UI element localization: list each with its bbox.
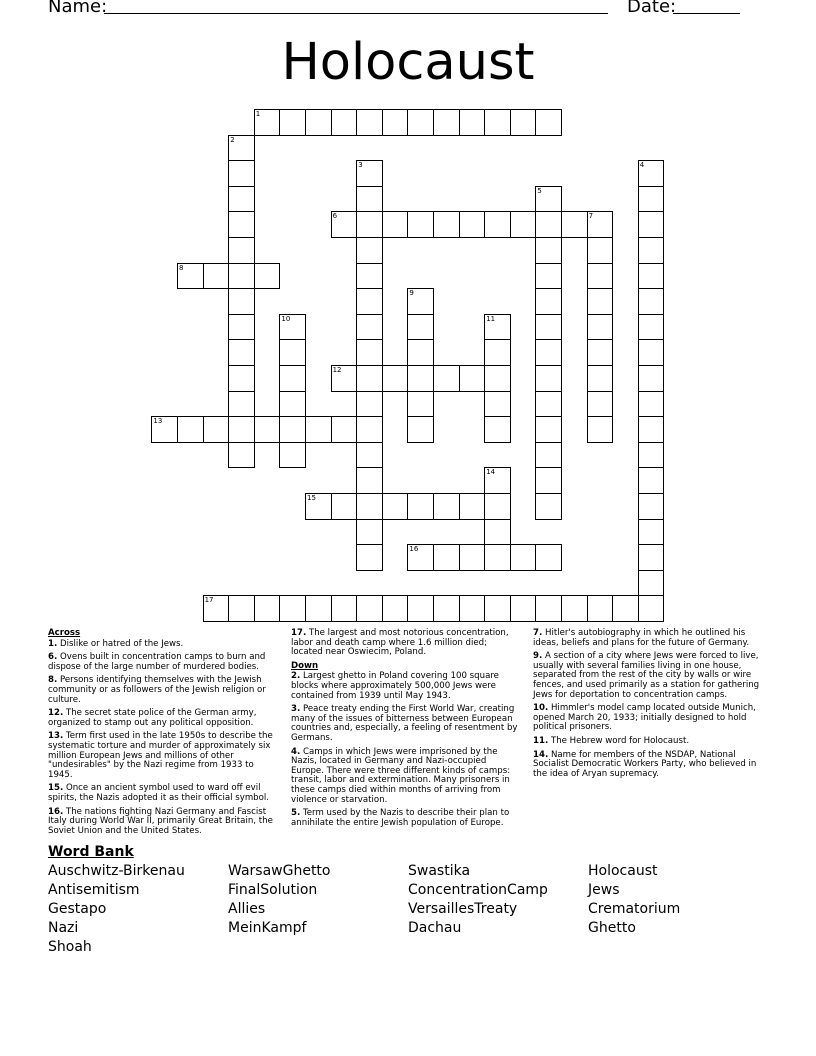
grid-cell[interactable] (228, 211, 255, 238)
name-date-header (48, 0, 768, 22)
grid-cell[interactable] (331, 109, 358, 136)
grid-cell[interactable] (484, 519, 511, 546)
word-bank-title: Word Bank (48, 844, 134, 860)
grid-cell[interactable] (279, 314, 306, 341)
clue-item (533, 652, 763, 700)
grid-cell[interactable] (382, 493, 409, 520)
grid-cell[interactable] (356, 493, 383, 520)
grid-cell[interactable] (228, 595, 255, 622)
grid-cell[interactable] (638, 544, 665, 571)
clues-column-3 (533, 629, 763, 783)
grid-cell[interactable] (638, 211, 665, 238)
clue-number: 1. (48, 638, 58, 649)
grid-cell[interactable] (331, 211, 358, 238)
clue-number: 3. (291, 704, 301, 715)
grid-cell[interactable] (433, 544, 460, 571)
clue-item (291, 748, 521, 806)
grid-cell[interactable] (484, 211, 511, 238)
grid-cell[interactable] (407, 365, 434, 392)
clue-text: The nations fighting Nazi Germany and Fascist Italy during World War II, primarily Great Britain, the Soviet Union and the United States. (48, 806, 273, 836)
grid-cell[interactable] (612, 595, 639, 622)
clue-number: 15 (307, 494, 316, 502)
clue-number: 6. (48, 652, 58, 663)
clue-text: The largest and most notorious concentration, labor and death camp where 1.6 million died; located near Oswiecim, Poland. (291, 628, 509, 658)
clue-number: 1 (255, 110, 261, 118)
grid-cell[interactable] (407, 416, 434, 443)
grid-cell[interactable] (228, 365, 255, 392)
word-bank-item: Swastika (408, 863, 471, 879)
clue-text: Persons identifying themselves with the Jewish community or as followers of the Jewish religion or culture. (48, 675, 266, 705)
clue-item (48, 709, 278, 728)
clue-number: 4. (291, 746, 301, 757)
grid-cell[interactable] (228, 186, 255, 213)
grid-cell[interactable] (407, 339, 434, 366)
clue-text: Camps in which Jews were imprisoned by the Nazis, located in Germany and Nazi-occupied Europe. There were three different kinds of camps: transit, labor and extermination. Many prisoners in these camps died within months of arriving from violence or starvation. (291, 746, 511, 805)
grid-cell[interactable] (356, 288, 383, 315)
word-bank-item: Antisemitism (48, 882, 140, 898)
clue-number: 10. (533, 703, 549, 714)
clue-number: 9 (409, 289, 414, 298)
grid-cell[interactable] (535, 237, 562, 264)
date-field-line[interactable] (673, 13, 740, 14)
grid-cell[interactable] (535, 288, 562, 315)
clue-text: Once an ancient symbol used to ward off evil spirits, the Nazis adopted it as their official symbol. (48, 783, 270, 803)
clue-text: Name for members of the NSDAP, National Socialist Democratic Workers Party, who believed in the idea of Aryan supremacy. (533, 749, 757, 779)
grid-cell[interactable] (407, 314, 434, 341)
grid-cell[interactable] (356, 211, 383, 238)
word-bank-item: Jews (588, 882, 620, 898)
grid-cell[interactable] (228, 442, 255, 469)
grid-cell[interactable] (331, 493, 358, 520)
grid-cell[interactable] (535, 467, 562, 494)
grid-cell[interactable] (484, 109, 511, 136)
clue-item (48, 732, 278, 780)
clue-number: 17. (291, 628, 307, 638)
name-field-line[interactable] (104, 13, 608, 14)
grid-cell[interactable] (228, 135, 255, 162)
clue-text: A section of a city where Jews were forced to live, usually with several families living in one house, separated from the rest of the city by walls or wire fences, and used primarily as a station for gathering Jews for deportation to concentration camps. (533, 651, 760, 700)
grid-cell[interactable] (331, 365, 358, 392)
clue-text: Term used by the Nazis to describe their plan to annihilate the entire Jewish population of Europe. (291, 808, 510, 828)
grid-cell[interactable] (638, 186, 665, 213)
clue-text: Dislike or hatred of the Jews. (57, 638, 184, 649)
grid-cell[interactable] (484, 493, 511, 520)
puzzle-title: Holocaust (281, 33, 535, 92)
grid-cell[interactable] (638, 314, 665, 341)
clue-text: Peace treaty ending the First World War, creating many of the issues of bitterness between European countries and, especially, a feeling of resentment by Germans. (291, 704, 518, 743)
clue-text: Largest ghetto in Poland covering 100 square blocks where approximately 500,000 Jews were contained from 1939 until May 1943. (291, 671, 499, 701)
clue-number: 2. (291, 671, 301, 682)
word-bank-item: Shoah (48, 939, 92, 955)
clue-item (291, 672, 521, 701)
grid-cell[interactable] (535, 442, 562, 469)
clue-number: 12 (332, 366, 342, 374)
clue-number: 7 (588, 212, 594, 221)
grid-cell[interactable] (228, 263, 255, 290)
grid-cell[interactable] (382, 109, 409, 136)
grid-cell[interactable] (407, 391, 434, 418)
grid-cell[interactable] (356, 519, 383, 546)
grid-cell[interactable] (356, 314, 383, 341)
grid-cell[interactable] (382, 211, 409, 238)
clue-item (291, 809, 521, 828)
word-bank-item: FinalSolution (228, 882, 318, 898)
grid-cell[interactable] (305, 416, 332, 443)
grid-cell[interactable] (638, 595, 665, 622)
grid-cell[interactable] (433, 211, 460, 238)
word-bank-item: Crematorium (588, 901, 681, 917)
word-bank-item: VersaillesTreaty (408, 901, 518, 917)
clue-number: 11 (486, 314, 496, 323)
clue-item (48, 808, 278, 837)
clue-number: 8 (179, 263, 184, 272)
grid-cell[interactable] (638, 416, 665, 443)
grid-cell[interactable] (228, 416, 255, 443)
grid-cell[interactable] (254, 595, 281, 622)
clue-text: The Hebrew word for Holocaust. (548, 735, 690, 746)
grid-cell[interactable] (535, 544, 562, 571)
grid-cell[interactable] (587, 416, 614, 443)
grid-cell[interactable] (433, 493, 460, 520)
word-bank-item: Holocaust (588, 863, 658, 879)
clue-number: 4 (639, 161, 645, 170)
grid-cell[interactable] (484, 365, 511, 392)
grid-cell[interactable] (535, 391, 562, 418)
grid-cell[interactable] (254, 263, 281, 290)
grid-cell[interactable] (535, 595, 562, 622)
grid-cell[interactable] (535, 109, 562, 136)
clue-number: 9. (533, 651, 543, 662)
clue-text: Term first used in the late 1950s to describe the systematic torture and murder of approximately six million European Jews and millions of other "undesirables" by the Nazi regime from 1933 to 1945. (48, 731, 273, 780)
word-bank-item: Ghetto (588, 920, 636, 936)
grid-cell[interactable] (228, 391, 255, 418)
word-bank-item: Nazi (48, 920, 79, 936)
word-bank-item: Gestapo (48, 901, 107, 917)
grid-cell[interactable] (535, 186, 562, 213)
grid-cell[interactable] (279, 339, 306, 366)
grid-cell[interactable] (638, 288, 665, 315)
grid-cell[interactable] (407, 544, 434, 571)
clue-number: 5. (291, 808, 301, 819)
clue-item (533, 629, 763, 648)
grid-cell[interactable] (484, 391, 511, 418)
grid-cell[interactable] (510, 595, 537, 622)
grid-cell[interactable] (535, 211, 562, 238)
grid-cell[interactable] (587, 339, 614, 366)
grid-cell[interactable] (433, 109, 460, 136)
grid-cell[interactable] (561, 595, 588, 622)
grid-cell[interactable] (638, 467, 665, 494)
clue-item (533, 737, 763, 747)
clue-number: 7. (533, 628, 543, 638)
grid-cell[interactable] (561, 211, 588, 238)
grid-cell[interactable] (587, 314, 614, 341)
grid-cell[interactable] (279, 442, 306, 469)
grid-cell[interactable] (587, 237, 614, 264)
grid-cell[interactable] (356, 160, 383, 187)
grid-cell[interactable] (331, 595, 358, 622)
grid-cell[interactable] (484, 314, 511, 341)
grid-cell[interactable] (484, 544, 511, 571)
grid-cell[interactable] (433, 365, 460, 392)
grid-cell[interactable] (638, 237, 665, 264)
grid-cell[interactable] (638, 160, 665, 187)
grid-cell[interactable] (459, 211, 486, 238)
grid-cell[interactable] (279, 391, 306, 418)
grid-cell[interactable] (459, 365, 486, 392)
clue-item (48, 784, 278, 803)
grid-cell[interactable] (638, 519, 665, 546)
grid-cell[interactable] (151, 416, 178, 443)
grid-cell[interactable] (279, 365, 306, 392)
grid-cell[interactable] (356, 263, 383, 290)
grid-cell[interactable] (382, 595, 409, 622)
grid-cell[interactable] (459, 109, 486, 136)
grid-cell[interactable] (638, 339, 665, 366)
grid-cell[interactable] (638, 442, 665, 469)
grid-cell[interactable] (484, 467, 511, 494)
clue-number: 17 (204, 596, 214, 605)
grid-cell[interactable] (203, 263, 230, 290)
grid-cell[interactable] (587, 211, 614, 238)
grid-cell[interactable] (484, 339, 511, 366)
grid-cell[interactable] (356, 544, 383, 571)
clue-text: Hitler's autobiography in which he outlined his ideas, beliefs and plans for the future of Germany. (533, 628, 750, 648)
grid-cell[interactable] (356, 339, 383, 366)
grid-cell[interactable] (356, 109, 383, 136)
grid-cell[interactable] (638, 570, 665, 597)
grid-cell[interactable] (228, 339, 255, 366)
grid-cell[interactable] (407, 211, 434, 238)
grid-cell[interactable] (356, 467, 383, 494)
grid-cell[interactable] (459, 493, 486, 520)
clue-number: 13 (153, 417, 163, 426)
clue-number: 11. (533, 735, 549, 746)
clue-number: 16. (48, 806, 64, 817)
clue-number: 12. (48, 708, 64, 719)
grid-cell[interactable] (407, 493, 434, 520)
clue-item (48, 653, 278, 672)
grid-cell[interactable] (459, 595, 486, 622)
clue-text: The secret state police of the German army, organized to stamp out any political opposition. (48, 708, 257, 728)
grid-cell[interactable] (382, 365, 409, 392)
grid-cell[interactable] (638, 263, 665, 290)
grid-cell[interactable] (203, 416, 230, 443)
clue-number: 3 (358, 161, 363, 170)
grid-cell[interactable] (356, 442, 383, 469)
grid-cell[interactable] (254, 109, 281, 136)
grid-cell[interactable] (484, 595, 511, 622)
clue-item (48, 640, 278, 650)
grid-cell[interactable] (510, 211, 537, 238)
down-heading: Down (291, 660, 319, 671)
clue-number: 10 (281, 314, 291, 323)
grid-cell[interactable] (535, 263, 562, 290)
clue-number: 14. (533, 749, 549, 760)
grid-cell[interactable] (254, 416, 281, 443)
grid-cell[interactable] (279, 595, 306, 622)
grid-cell[interactable] (535, 416, 562, 443)
word-bank-item: WarsawGhetto (228, 863, 331, 879)
grid-cell[interactable] (638, 493, 665, 520)
grid-cell[interactable] (203, 595, 230, 622)
name-label: Name: (48, 0, 108, 17)
clue-item (48, 676, 278, 705)
grid-cell[interactable] (535, 339, 562, 366)
grid-cell[interactable] (305, 595, 332, 622)
grid-cell[interactable] (587, 263, 614, 290)
grid-cell[interactable] (356, 391, 383, 418)
grid-cell[interactable] (587, 288, 614, 315)
grid-cell[interactable] (510, 109, 537, 136)
grid-cell[interactable] (638, 391, 665, 418)
grid-cell[interactable] (279, 416, 306, 443)
grid-cell[interactable] (279, 109, 306, 136)
grid-cell[interactable] (356, 365, 383, 392)
clue-item (533, 704, 763, 733)
clue-item (291, 629, 521, 658)
date-label: Date: (627, 0, 677, 17)
grid-cell[interactable] (331, 416, 358, 443)
grid-cell[interactable] (228, 288, 255, 315)
grid-cell[interactable] (228, 160, 255, 187)
grid-cell[interactable] (407, 109, 434, 136)
grid-cell[interactable] (305, 493, 332, 520)
word-bank-item: Dachau (408, 920, 462, 936)
clue-number: 13. (48, 731, 64, 742)
clue-number: 6 (332, 212, 338, 221)
grid-cell[interactable] (535, 365, 562, 392)
grid-cell[interactable] (177, 416, 204, 443)
clue-number: 14 (486, 468, 496, 477)
grid-cell[interactable] (356, 237, 383, 264)
grid-cell[interactable] (356, 416, 383, 443)
word-bank-item: ConcentrationCamp (408, 882, 548, 898)
clue-number: 8. (48, 675, 58, 686)
grid-cell[interactable] (535, 493, 562, 520)
clue-text: Ovens built in concentration camps to burn and dispose of the large number of murdered bodies. (48, 652, 266, 672)
grid-cell[interactable] (228, 314, 255, 341)
clue-item (291, 705, 521, 743)
grid-cell[interactable] (356, 595, 383, 622)
clue-number: 16 (409, 545, 419, 554)
grid-cell[interactable] (510, 544, 537, 571)
clue-item (533, 751, 763, 780)
word-bank-item: Allies (228, 901, 266, 917)
clue-number: 5 (537, 186, 542, 195)
word-bank-item: Auschwitz-Birkenau (48, 863, 185, 879)
grid-cell[interactable] (407, 288, 434, 315)
grid-cell[interactable] (484, 416, 511, 443)
grid-cell[interactable] (407, 595, 434, 622)
grid-cell[interactable] (587, 391, 614, 418)
grid-cell[interactable] (535, 314, 562, 341)
grid-cell[interactable] (228, 237, 255, 264)
grid-cell[interactable] (587, 365, 614, 392)
grid-cell[interactable] (305, 109, 332, 136)
word-bank-item: MeinKampf (228, 920, 307, 936)
grid-cell[interactable] (433, 595, 460, 622)
clues-column-2 (291, 629, 521, 832)
clue-text: Himmler's model camp located outside Munich, opened March 20, 1933; initially designed to hold political prisoners. (533, 703, 756, 733)
clue-number: 15. (48, 783, 64, 794)
clues-column-1 (48, 629, 278, 840)
grid-cell[interactable] (587, 595, 614, 622)
clue-number: 2 (230, 135, 235, 144)
across-heading: Across (48, 628, 81, 638)
grid-cell[interactable] (459, 544, 486, 571)
grid-cell[interactable] (356, 186, 383, 213)
grid-cell[interactable] (177, 263, 204, 290)
grid-cell[interactable] (638, 365, 665, 392)
